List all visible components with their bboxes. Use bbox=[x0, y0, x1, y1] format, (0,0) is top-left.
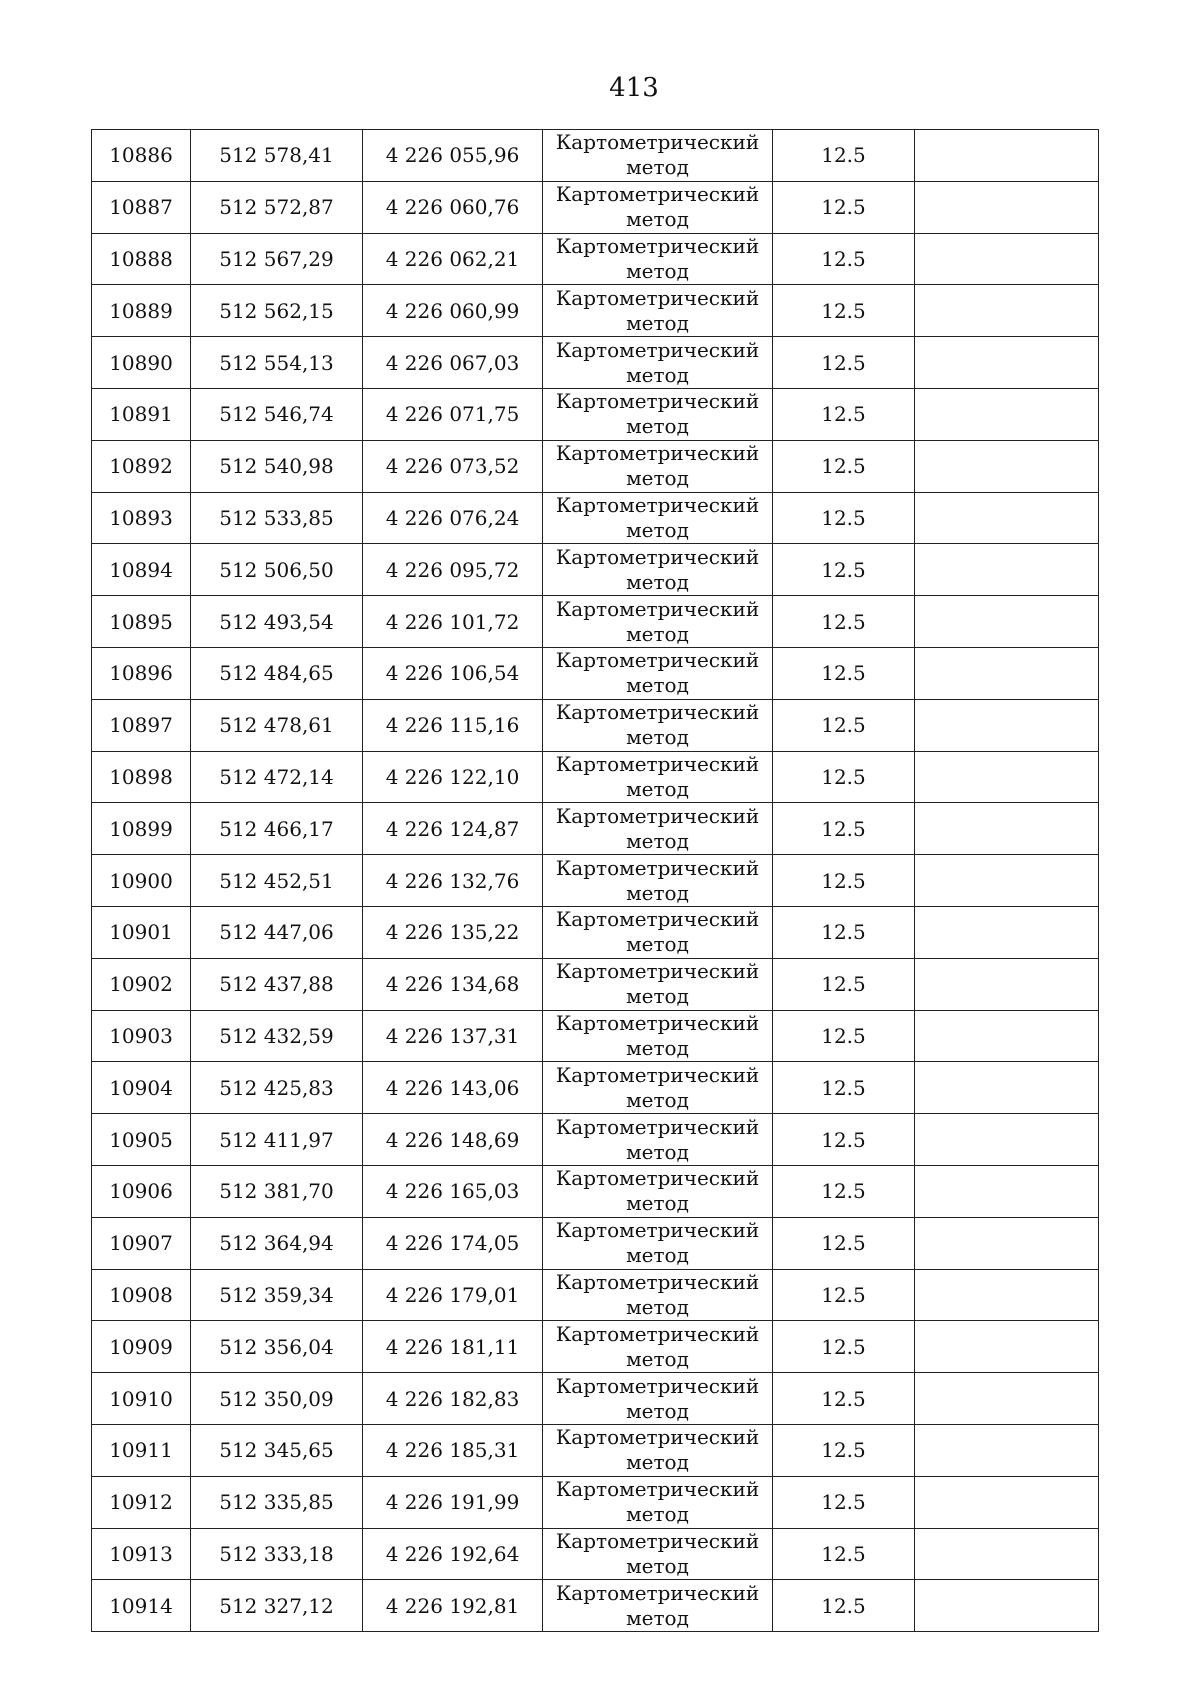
point-number-cell: 10887 bbox=[92, 181, 191, 233]
point-number-cell: 10910 bbox=[92, 1373, 191, 1425]
point-number-cell: 10907 bbox=[92, 1217, 191, 1269]
accuracy-cell: 12.5 bbox=[773, 647, 915, 699]
method-cell: Картометрический метод bbox=[543, 388, 773, 440]
method-cell: Картометрический метод bbox=[543, 1062, 773, 1114]
table-row bbox=[92, 544, 1099, 596]
note-cell bbox=[915, 803, 1099, 855]
y-coordinate-cell: 4 226 192,81 bbox=[363, 1580, 543, 1632]
x-coordinate-cell: 512 381,70 bbox=[191, 1165, 363, 1217]
accuracy-cell: 12.5 bbox=[773, 1424, 915, 1476]
table-row bbox=[92, 285, 1099, 337]
y-coordinate-cell: 4 226 106,54 bbox=[363, 647, 543, 699]
x-coordinate-cell: 512 472,14 bbox=[191, 751, 363, 803]
table-row bbox=[92, 1373, 1099, 1425]
accuracy-cell: 12.5 bbox=[773, 1321, 915, 1373]
point-number-cell: 10894 bbox=[92, 544, 191, 596]
x-coordinate-cell: 512 546,74 bbox=[191, 388, 363, 440]
note-cell bbox=[915, 1165, 1099, 1217]
note-cell bbox=[915, 285, 1099, 337]
accuracy-cell: 12.5 bbox=[773, 1010, 915, 1062]
x-coordinate-cell: 512 335,85 bbox=[191, 1476, 363, 1528]
note-cell bbox=[915, 1062, 1099, 1114]
note-cell bbox=[915, 233, 1099, 285]
method-cell: Картометрический метод bbox=[543, 1269, 773, 1321]
accuracy-cell: 12.5 bbox=[773, 596, 915, 648]
table-row bbox=[92, 1062, 1099, 1114]
y-coordinate-cell: 4 226 095,72 bbox=[363, 544, 543, 596]
table-row bbox=[92, 958, 1099, 1010]
note-cell bbox=[915, 130, 1099, 182]
y-coordinate-cell: 4 226 181,11 bbox=[363, 1321, 543, 1373]
y-coordinate-cell: 4 226 071,75 bbox=[363, 388, 543, 440]
table-row bbox=[92, 130, 1099, 182]
point-number-cell: 10889 bbox=[92, 285, 191, 337]
note-cell bbox=[915, 1528, 1099, 1580]
point-number-cell: 10902 bbox=[92, 958, 191, 1010]
point-number-cell: 10886 bbox=[92, 130, 191, 182]
table-row bbox=[92, 337, 1099, 389]
accuracy-cell: 12.5 bbox=[773, 751, 915, 803]
point-number-cell: 10897 bbox=[92, 699, 191, 751]
note-cell bbox=[915, 388, 1099, 440]
method-cell: Картометрический метод bbox=[543, 647, 773, 699]
note-cell bbox=[915, 181, 1099, 233]
method-cell: Картометрический метод bbox=[543, 285, 773, 337]
x-coordinate-cell: 512 432,59 bbox=[191, 1010, 363, 1062]
method-cell: Картометрический метод bbox=[543, 751, 773, 803]
point-number-cell: 10900 bbox=[92, 855, 191, 907]
method-cell: Картометрический метод bbox=[543, 130, 773, 182]
y-coordinate-cell: 4 226 182,83 bbox=[363, 1373, 543, 1425]
method-cell: Картометрический метод bbox=[543, 492, 773, 544]
method-cell: Картометрический метод bbox=[543, 855, 773, 907]
x-coordinate-cell: 512 562,15 bbox=[191, 285, 363, 337]
y-coordinate-cell: 4 226 055,96 bbox=[363, 130, 543, 182]
x-coordinate-cell: 512 364,94 bbox=[191, 1217, 363, 1269]
table-row bbox=[92, 1321, 1099, 1373]
x-coordinate-cell: 512 359,34 bbox=[191, 1269, 363, 1321]
x-coordinate-cell: 512 466,17 bbox=[191, 803, 363, 855]
x-coordinate-cell: 512 578,41 bbox=[191, 130, 363, 182]
method-cell: Картометрический метод bbox=[543, 803, 773, 855]
method-cell: Картометрический метод bbox=[543, 699, 773, 751]
point-number-cell: 10906 bbox=[92, 1165, 191, 1217]
y-coordinate-cell: 4 226 179,01 bbox=[363, 1269, 543, 1321]
y-coordinate-cell: 4 226 115,16 bbox=[363, 699, 543, 751]
note-cell bbox=[915, 1217, 1099, 1269]
table-row bbox=[92, 855, 1099, 907]
y-coordinate-cell: 4 226 174,05 bbox=[363, 1217, 543, 1269]
x-coordinate-cell: 512 333,18 bbox=[191, 1528, 363, 1580]
x-coordinate-cell: 512 484,65 bbox=[191, 647, 363, 699]
x-coordinate-cell: 512 493,54 bbox=[191, 596, 363, 648]
point-number-cell: 10912 bbox=[92, 1476, 191, 1528]
accuracy-cell: 12.5 bbox=[773, 492, 915, 544]
table-row bbox=[92, 647, 1099, 699]
y-coordinate-cell: 4 226 192,64 bbox=[363, 1528, 543, 1580]
accuracy-cell: 12.5 bbox=[773, 388, 915, 440]
y-coordinate-cell: 4 226 185,31 bbox=[363, 1424, 543, 1476]
accuracy-cell: 12.5 bbox=[773, 233, 915, 285]
x-coordinate-cell: 512 452,51 bbox=[191, 855, 363, 907]
note-cell bbox=[915, 1373, 1099, 1425]
note-cell bbox=[915, 440, 1099, 492]
point-number-cell: 10901 bbox=[92, 906, 191, 958]
point-number-cell: 10890 bbox=[92, 337, 191, 389]
accuracy-cell: 12.5 bbox=[773, 1165, 915, 1217]
x-coordinate-cell: 512 345,65 bbox=[191, 1424, 363, 1476]
point-number-cell: 10904 bbox=[92, 1062, 191, 1114]
y-coordinate-cell: 4 226 137,31 bbox=[363, 1010, 543, 1062]
note-cell bbox=[915, 906, 1099, 958]
method-cell: Картометрический метод bbox=[543, 1424, 773, 1476]
table-row bbox=[92, 1476, 1099, 1528]
accuracy-cell: 12.5 bbox=[773, 1269, 915, 1321]
note-cell bbox=[915, 337, 1099, 389]
note-cell bbox=[915, 1580, 1099, 1632]
method-cell: Картометрический метод bbox=[543, 440, 773, 492]
table-row bbox=[92, 751, 1099, 803]
method-cell: Картометрический метод bbox=[543, 906, 773, 958]
point-number-cell: 10896 bbox=[92, 647, 191, 699]
point-number-cell: 10908 bbox=[92, 1269, 191, 1321]
method-cell: Картометрический метод bbox=[543, 181, 773, 233]
x-coordinate-cell: 512 437,88 bbox=[191, 958, 363, 1010]
accuracy-cell: 12.5 bbox=[773, 181, 915, 233]
y-coordinate-cell: 4 226 060,76 bbox=[363, 181, 543, 233]
point-number-cell: 10899 bbox=[92, 803, 191, 855]
method-cell: Картометрический метод bbox=[543, 1373, 773, 1425]
note-cell bbox=[915, 855, 1099, 907]
point-number-cell: 10914 bbox=[92, 1580, 191, 1632]
note-cell bbox=[915, 1269, 1099, 1321]
table-row bbox=[92, 596, 1099, 648]
y-coordinate-cell: 4 226 165,03 bbox=[363, 1165, 543, 1217]
point-number-cell: 10913 bbox=[92, 1528, 191, 1580]
y-coordinate-cell: 4 226 067,03 bbox=[363, 337, 543, 389]
y-coordinate-cell: 4 226 076,24 bbox=[363, 492, 543, 544]
x-coordinate-cell: 512 567,29 bbox=[191, 233, 363, 285]
accuracy-cell: 12.5 bbox=[773, 803, 915, 855]
y-coordinate-cell: 4 226 132,76 bbox=[363, 855, 543, 907]
point-number-cell: 10898 bbox=[92, 751, 191, 803]
accuracy-cell: 12.5 bbox=[773, 1580, 915, 1632]
table-row bbox=[92, 492, 1099, 544]
table-row bbox=[92, 906, 1099, 958]
y-coordinate-cell: 4 226 124,87 bbox=[363, 803, 543, 855]
note-cell bbox=[915, 699, 1099, 751]
point-number-cell: 10895 bbox=[92, 596, 191, 648]
note-cell bbox=[915, 492, 1099, 544]
accuracy-cell: 12.5 bbox=[773, 699, 915, 751]
method-cell: Картометрический метод bbox=[543, 1217, 773, 1269]
point-number-cell: 10891 bbox=[92, 388, 191, 440]
note-cell bbox=[915, 1114, 1099, 1166]
x-coordinate-cell: 512 533,85 bbox=[191, 492, 363, 544]
table-row bbox=[92, 233, 1099, 285]
x-coordinate-cell: 512 478,61 bbox=[191, 699, 363, 751]
accuracy-cell: 12.5 bbox=[773, 130, 915, 182]
coordinates-table-body bbox=[92, 130, 1099, 1632]
accuracy-cell: 12.5 bbox=[773, 1373, 915, 1425]
accuracy-cell: 12.5 bbox=[773, 906, 915, 958]
table-row bbox=[92, 1269, 1099, 1321]
x-coordinate-cell: 512 540,98 bbox=[191, 440, 363, 492]
table-row bbox=[92, 1165, 1099, 1217]
page-number: 413 bbox=[609, 73, 659, 103]
note-cell bbox=[915, 1321, 1099, 1373]
method-cell: Картометрический метод bbox=[543, 1580, 773, 1632]
method-cell: Картометрический метод bbox=[543, 233, 773, 285]
note-cell bbox=[915, 751, 1099, 803]
y-coordinate-cell: 4 226 143,06 bbox=[363, 1062, 543, 1114]
accuracy-cell: 12.5 bbox=[773, 440, 915, 492]
table-row bbox=[92, 1528, 1099, 1580]
point-number-cell: 10903 bbox=[92, 1010, 191, 1062]
accuracy-cell: 12.5 bbox=[773, 1217, 915, 1269]
y-coordinate-cell: 4 226 191,99 bbox=[363, 1476, 543, 1528]
y-coordinate-cell: 4 226 135,22 bbox=[363, 906, 543, 958]
method-cell: Картометрический метод bbox=[543, 544, 773, 596]
y-coordinate-cell: 4 226 122,10 bbox=[363, 751, 543, 803]
table-row bbox=[92, 388, 1099, 440]
point-number-cell: 10905 bbox=[92, 1114, 191, 1166]
point-number-cell: 10888 bbox=[92, 233, 191, 285]
x-coordinate-cell: 512 350,09 bbox=[191, 1373, 363, 1425]
accuracy-cell: 12.5 bbox=[773, 1062, 915, 1114]
x-coordinate-cell: 512 447,06 bbox=[191, 906, 363, 958]
table-row bbox=[92, 1424, 1099, 1476]
table-row bbox=[92, 181, 1099, 233]
accuracy-cell: 12.5 bbox=[773, 855, 915, 907]
point-number-cell: 10909 bbox=[92, 1321, 191, 1373]
y-coordinate-cell: 4 226 134,68 bbox=[363, 958, 543, 1010]
table-row bbox=[92, 1217, 1099, 1269]
y-coordinate-cell: 4 226 062,21 bbox=[363, 233, 543, 285]
y-coordinate-cell: 4 226 101,72 bbox=[363, 596, 543, 648]
accuracy-cell: 12.5 bbox=[773, 285, 915, 337]
y-coordinate-cell: 4 226 060,99 bbox=[363, 285, 543, 337]
x-coordinate-cell: 512 425,83 bbox=[191, 1062, 363, 1114]
x-coordinate-cell: 512 506,50 bbox=[191, 544, 363, 596]
note-cell bbox=[915, 958, 1099, 1010]
note-cell bbox=[915, 1476, 1099, 1528]
method-cell: Картометрический метод bbox=[543, 1528, 773, 1580]
accuracy-cell: 12.5 bbox=[773, 1476, 915, 1528]
table-row bbox=[92, 440, 1099, 492]
method-cell: Картометрический метод bbox=[543, 337, 773, 389]
accuracy-cell: 12.5 bbox=[773, 544, 915, 596]
table-row bbox=[92, 699, 1099, 751]
x-coordinate-cell: 512 356,04 bbox=[191, 1321, 363, 1373]
y-coordinate-cell: 4 226 073,52 bbox=[363, 440, 543, 492]
accuracy-cell: 12.5 bbox=[773, 337, 915, 389]
accuracy-cell: 12.5 bbox=[773, 958, 915, 1010]
method-cell: Картометрический метод bbox=[543, 1114, 773, 1166]
x-coordinate-cell: 512 554,13 bbox=[191, 337, 363, 389]
table-row bbox=[92, 1580, 1099, 1632]
accuracy-cell: 12.5 bbox=[773, 1528, 915, 1580]
point-number-cell: 10911 bbox=[92, 1424, 191, 1476]
method-cell: Картометрический метод bbox=[543, 1165, 773, 1217]
table-row bbox=[92, 803, 1099, 855]
table-row bbox=[92, 1010, 1099, 1062]
point-number-cell: 10892 bbox=[92, 440, 191, 492]
x-coordinate-cell: 512 572,87 bbox=[191, 181, 363, 233]
method-cell: Картометрический метод bbox=[543, 596, 773, 648]
method-cell: Картометрический метод bbox=[543, 1476, 773, 1528]
method-cell: Картометрический метод bbox=[543, 958, 773, 1010]
method-cell: Картометрический метод bbox=[543, 1321, 773, 1373]
table-row bbox=[92, 1114, 1099, 1166]
x-coordinate-cell: 512 327,12 bbox=[191, 1580, 363, 1632]
note-cell bbox=[915, 1424, 1099, 1476]
y-coordinate-cell: 4 226 148,69 bbox=[363, 1114, 543, 1166]
point-number-cell: 10893 bbox=[92, 492, 191, 544]
note-cell bbox=[915, 544, 1099, 596]
note-cell bbox=[915, 1010, 1099, 1062]
method-cell: Картометрический метод bbox=[543, 1010, 773, 1062]
accuracy-cell: 12.5 bbox=[773, 1114, 915, 1166]
coordinates-table bbox=[91, 129, 1099, 1632]
x-coordinate-cell: 512 411,97 bbox=[191, 1114, 363, 1166]
note-cell bbox=[915, 596, 1099, 648]
note-cell bbox=[915, 647, 1099, 699]
